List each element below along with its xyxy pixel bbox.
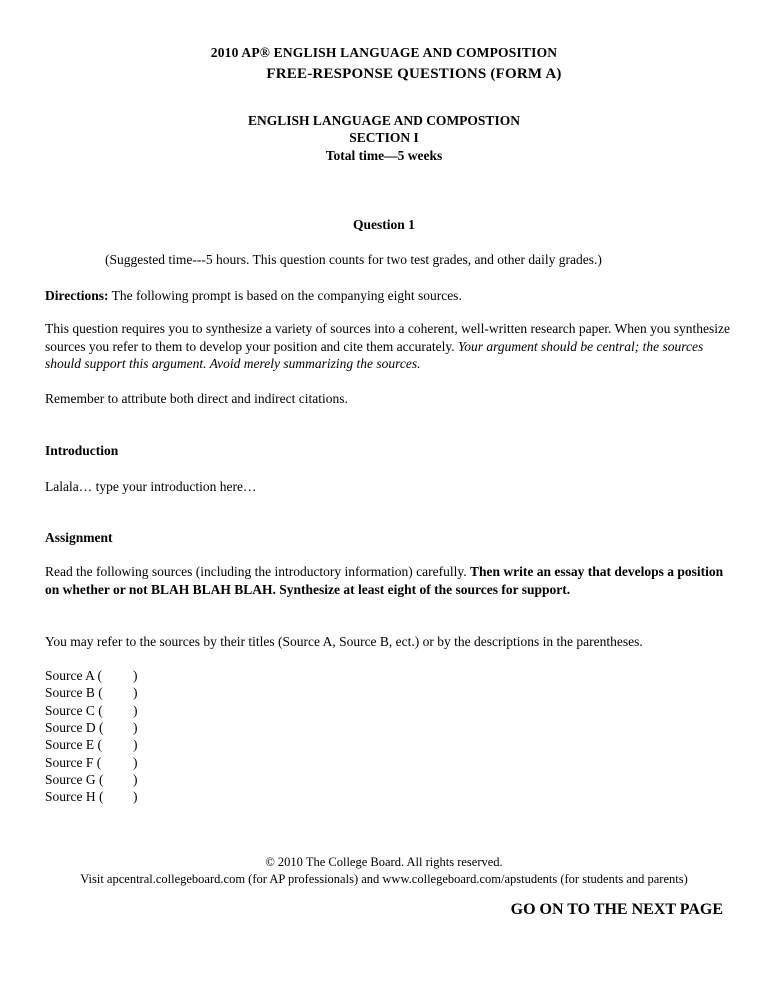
synthesis-text: This question requires you to synthesize a variety of sources into a coherent, well-written research paper. When you synthesize sources you refer to them to develop your position and cite them accurately. [45,321,731,354]
assignment-paragraph [45,563,730,598]
directions-text: The following prompt is based on the companying eight sources. [108,288,462,303]
question-title: Question 1 [353,217,415,232]
remember-note: Remember to attribute both direct and indirect citations. [45,391,348,406]
introduction-text: Lalala… type your introduction here… [45,479,257,494]
header-title: 2010 AP® ENGLISH LANGUAGE AND COMPOSITION [210,45,558,60]
next-page-notice: GO ON TO THE NEXT PAGE [510,901,723,918]
assignment-text: Read the following sources (including the introductory information) carefully. [45,564,471,579]
assignment-heading: Assignment [45,530,113,545]
total-time: Total time—5 weeks [325,148,443,163]
synthesis-paragraph [45,320,735,373]
header-subtitle: FREE-RESPONSE QUESTIONS (FORM A) [266,66,562,82]
directions [45,287,735,305]
assignment-bold: Then write an essay that develops a position on whether or not BLAH BLAH BLAH. Synthesize at least eight of the sources for support. [45,564,724,597]
section-title: ENGLISH LANGUAGE AND COMPOSTION [248,113,520,128]
section-number: SECTION I [349,130,419,145]
suggested-time: (Suggested time---5 hours. This question counts for two test grades, and other daily grades.) [105,252,602,267]
directions-label: Directions: [45,288,109,303]
document-page: 2010 AP® ENGLISH LANGUAGE AND COMPOSITION FREE-RESPONSE QUESTIONS (FORM A) ENGLISH LANGUAGE AND COMPOSTION SECTION I Total time—5 weeks Question 1 (Suggested time---5 hours. This question counts for two test grades, and other daily grades.) Directions: The following prompt is based on the companying eight sources. This question requires you to synthesize a variety of sources into a coherent, well-written research paper. When you synthesize sources you refer to them to develop your position and cite them accurately. Your argument should be central; the sources should support this argument. Avoid merely summarizing the sources. Remember to attribute both direct and indirect citations. Introduction Lalala… type your introduction here… Assignment Read the following sources (including the introductory information) carefully. Then write an essay that develops a position on whether or not BLAH BLAH BLAH. Synthesize at least eight of the sources for support. You may refer to the sources by their titles (Source A, Source B, ect.) or by the descriptions in the parentheses. Source A ( ) Source B ( ) Source C ( ) Source D ( ) Source E ( ) Source F ( ) Source G ( ) Source H ( ) © 2010 The College Board. All rights reserved. Visit apcentral.collegeboard.com (for AP professionals) and www.collegeboard.com/apstudents (for students and parents) GO ON TO THE NEXT PAGE [0,0,768,994]
introduction-heading: Introduction [45,443,119,458]
synthesis-italic: Your argument should be central; the sources should support this argument. Avoid merely summarizing the sources. [45,338,704,371]
refer-note: You may refer to the sources by their titles (Source A, Source B, ect.) or by the descriptions in the parentheses. [45,634,643,649]
visit-links: Visit apcentral.collegeboard.com (for AP professionals) and www.collegeboard.com/apstudents (for students and parents) [80,872,688,886]
copyright: © 2010 The College Board. All rights reserved. [265,855,503,869]
